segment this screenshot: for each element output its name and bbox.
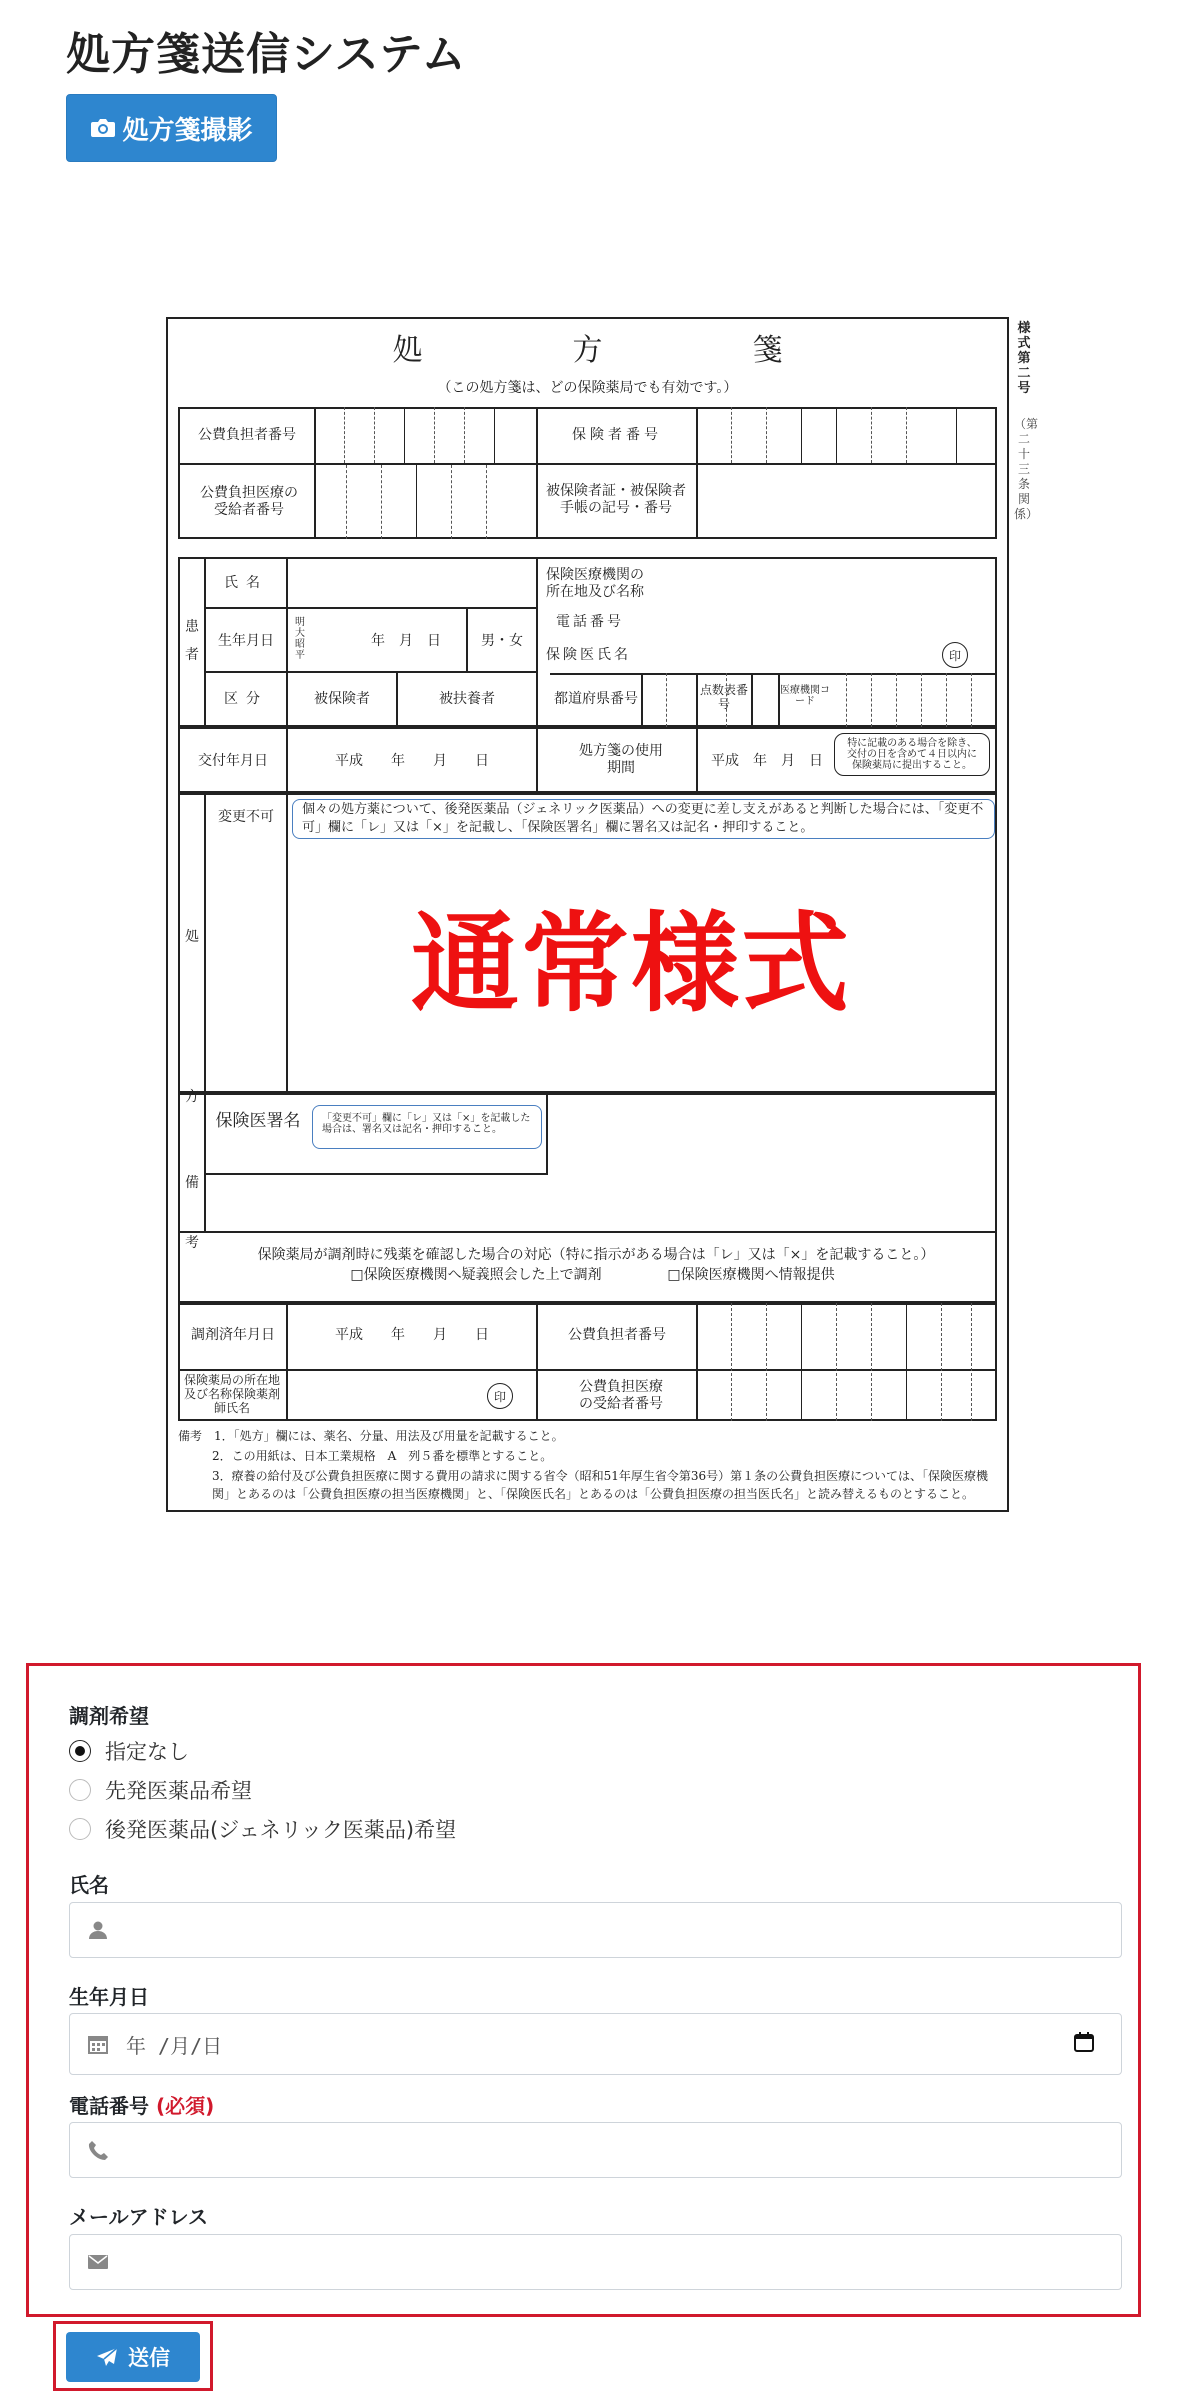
- patient-form: [26, 1663, 1141, 2317]
- era-label: 明大昭平: [295, 617, 305, 661]
- divider: [206, 671, 536, 673]
- email-input[interactable]: [69, 2234, 1122, 2290]
- rx-label: 処方: [185, 929, 199, 1105]
- digit-line: [416, 465, 417, 539]
- valid-period-label: 処方箋の使用期間: [579, 743, 663, 776]
- form-number-label: 様式第二号: [1017, 321, 1031, 396]
- divider: [751, 673, 753, 727]
- doctor-sign-label: 保険医署名: [215, 1111, 301, 1131]
- submit-label: 送信: [128, 2346, 170, 2370]
- digit-line: [871, 673, 872, 727]
- digit-line: [451, 465, 452, 539]
- issue-date-label: 交付年月日: [198, 753, 268, 769]
- birthdate-placeholder: 年 /月/日: [126, 2033, 223, 2058]
- digit-line: [381, 465, 382, 539]
- option-generic-label: 後発医薬品(ジェネリック医薬品)希望: [105, 1818, 457, 1842]
- digit-line: [801, 1303, 802, 1421]
- camera-button[interactable]: [66, 94, 277, 162]
- option-generic[interactable]: [69, 1814, 456, 1844]
- digit-line: [921, 673, 922, 727]
- digit-line: [906, 407, 907, 463]
- divider: [286, 793, 288, 1093]
- digit-line: [434, 407, 435, 463]
- submit-button[interactable]: [66, 2332, 200, 2382]
- divider: [178, 1231, 997, 1233]
- divider: [536, 557, 538, 727]
- name-input[interactable]: [69, 1902, 1122, 1958]
- valid-period-value: 平成 年 月 日: [711, 753, 823, 769]
- divider: [536, 727, 538, 793]
- divider: [696, 727, 698, 793]
- digit-line: [871, 407, 872, 463]
- category-label: 区分: [224, 691, 268, 707]
- digit-line: [836, 407, 837, 463]
- digit-line: [906, 1303, 907, 1421]
- patient-label: 患者: [185, 619, 199, 663]
- divider: [286, 1303, 288, 1421]
- option-none[interactable]: [69, 1736, 189, 1766]
- divider: [204, 793, 206, 1093]
- option-brand[interactable]: [69, 1775, 252, 1805]
- phone-input[interactable]: [69, 2122, 1122, 2178]
- digit-line: [731, 407, 732, 463]
- digit-line: [731, 1303, 732, 1421]
- birthdate-input[interactable]: [69, 2013, 1122, 2075]
- user-icon: [88, 1920, 108, 1940]
- divider: [178, 1369, 997, 1371]
- radio-none[interactable]: [69, 1740, 91, 1762]
- dispense-date-value: 平成 年 月 日: [335, 1327, 489, 1343]
- option-brand-label: 先発医薬品希望: [105, 1779, 252, 1803]
- residual-option-2: □保険医療機関へ情報提供: [667, 1267, 835, 1283]
- divider: [696, 407, 698, 539]
- doctor-label: 保険医氏名: [546, 647, 631, 663]
- insured-label: 被保険者: [314, 691, 370, 707]
- dispense-pref-label: 調剤希望: [69, 1704, 149, 1728]
- digit-line: [346, 465, 347, 539]
- digit-line: [666, 673, 667, 727]
- option-none-label: 指定なし: [105, 1740, 189, 1764]
- digit-line: [946, 673, 947, 727]
- digit-line: [836, 1303, 837, 1421]
- birthdate-field-label: 生年月日: [69, 1985, 149, 2009]
- public-recipient-no-label: 公費負担医療の受給者番号: [200, 485, 298, 518]
- digit-line: [486, 465, 487, 539]
- digit-line: [464, 407, 465, 463]
- envelope-icon: [88, 2254, 108, 2270]
- prescription-subtitle: （この処方箋は、どの保険薬局でも有効です。）: [437, 380, 738, 396]
- divider: [696, 1303, 698, 1421]
- camera-button-label: 処方箋撮影: [122, 115, 253, 146]
- divider: [206, 607, 536, 609]
- radio-brand[interactable]: [69, 1779, 91, 1801]
- prescription-title: 処 方 箋: [392, 333, 843, 368]
- pharmacy-seal: 印: [487, 1383, 513, 1409]
- divider: [314, 407, 316, 539]
- digit-line: [766, 1303, 767, 1421]
- divider: [536, 1303, 538, 1421]
- digit-line: [971, 1303, 972, 1421]
- institution-label: 保険医療機関の所在地及び名称: [546, 567, 644, 600]
- digit-line: [871, 1303, 872, 1421]
- insured-card-label: 被保険者証・被保険者手帳の記号・番号: [546, 483, 686, 516]
- issue-date-value: 平成 年 月 日: [335, 753, 489, 769]
- sex-label: 男・女: [481, 633, 523, 649]
- footnote-2: 2．この用紙は、日本工業規格 A 列５番を標準とすること。: [212, 1449, 553, 1463]
- digit-line: [344, 407, 345, 463]
- digit-line: [896, 673, 897, 727]
- phone-field-label: [69, 2090, 214, 2119]
- birth-ymd: 年 月 日: [371, 633, 441, 649]
- form-article-label: （第二十三条関係）: [1014, 417, 1039, 521]
- digit-line: [726, 673, 727, 727]
- calendar-icon: [88, 2034, 108, 2054]
- doctor-seal: 印: [942, 642, 968, 668]
- remarks-label: 備考: [185, 1175, 199, 1251]
- send-icon: [96, 2347, 118, 2367]
- valid-period-note: 特に記載のある場合を除き、交付の日を含めて４日以内に保険薬局に提出すること。: [834, 733, 990, 776]
- phone-label-text: 電話番号: [69, 2094, 149, 2118]
- no-change-label: 変更不可: [218, 809, 274, 825]
- residual-note: 保険薬局が調剤時に残薬を確認した場合の対応（特に指示がある場合は「レ」又は「×」を記載すること。）: [257, 1247, 935, 1263]
- digit-line: [846, 673, 847, 727]
- footnote-3: 3．療養の給付及び公費負担医療に関する費用の請求に関する省令（昭和51年厚生省令第36号）第１条の公費負担医療については、「保険医療機関」とあるのは「公費負担医療の担当医療機関」と、「保険医氏名」とあるのは「公費負担医療の担当医氏名」と読み替えるものとすること。: [212, 1469, 988, 1501]
- prefecture-label: 都道府県番号: [554, 691, 638, 707]
- name-field-label: 氏名: [69, 1873, 109, 1897]
- inst-code-label: 医療機関コード: [780, 685, 830, 707]
- divider: [550, 673, 997, 675]
- camera-icon: [90, 117, 116, 139]
- digit-line: [971, 673, 972, 727]
- digit-line: [404, 407, 405, 463]
- phone-icon: [88, 2140, 108, 2160]
- date-picker-icon[interactable]: [1073, 2031, 1095, 2053]
- page-title: 処方箋送信システム: [66, 29, 467, 80]
- sign-note: 「変更不可」欄に「レ」又は「×」を記載した場合は、署名又は記名・押印すること。: [322, 1113, 531, 1135]
- score-table-label: 点数表番号: [699, 683, 748, 711]
- generic-note: 個々の処方薬について、後発医薬品（ジェネリック医薬品）への変更に差し支えがあると判断した場合には、「変更不可」欄に「レ」又は「×」を記載し、「保険医署名」欄に署名又は記名・押印すること。: [302, 802, 984, 835]
- insurer-no-label: 保険者番号: [572, 427, 662, 443]
- public-payer-no-label: 公費負担者番号: [198, 427, 296, 443]
- digit-line: [956, 407, 957, 463]
- divider: [178, 463, 997, 465]
- dispense-date-label: 調剤済年月日: [191, 1327, 275, 1343]
- radio-generic[interactable]: [69, 1818, 91, 1840]
- standard-format-stamp: 通常様式: [411, 902, 852, 1027]
- dispense-recipient-label: 公費負担医療の受給者番号: [579, 1379, 663, 1412]
- prescription-image: [166, 317, 1039, 1512]
- digit-line: [766, 407, 767, 463]
- email-field-label: メールアドレス: [69, 2205, 208, 2229]
- name-label: 氏名: [224, 575, 268, 591]
- digit-line: [494, 407, 495, 463]
- digit-line: [374, 407, 375, 463]
- divider: [641, 673, 643, 727]
- footnote-1: 備考 1．「処方」欄には、薬名、分量、用法及び用量を記載すること。: [178, 1429, 564, 1443]
- required-marker: (必須): [155, 2094, 215, 2118]
- phone-label: 電話番号: [556, 614, 624, 630]
- submit-highlight: [53, 2321, 213, 2391]
- birthdate-label: 生年月日: [218, 633, 274, 649]
- dependent-label: 被扶養者: [439, 691, 495, 707]
- digit-line: [941, 1303, 942, 1421]
- residual-option-1: □保険医療機関へ疑義照会した上で調剤: [350, 1267, 602, 1283]
- dispense-payer-label: 公費負担者番号: [568, 1327, 666, 1343]
- pharmacy-label: 保険薬局の所在地及び名称保険薬剤師氏名: [183, 1373, 280, 1415]
- digit-line: [801, 407, 802, 463]
